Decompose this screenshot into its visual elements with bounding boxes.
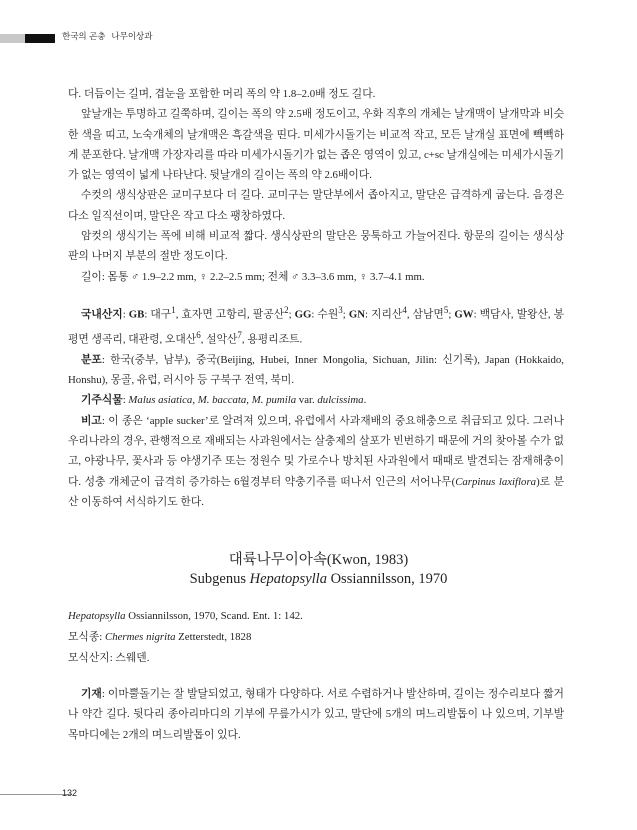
- description-text: : 이마뿔돌기는 잘 발달되었고, 형태가 다양하다. 서로 수렴하거나 발산하며, 길이는 정수리보다 짧거나 약간 길다. 뒷다리 종아리마디의 기부에 무릎가시가 있고, 말단에 5개의 며느리발톱이 나 있으며, 기부발목마디에는 2개의 며느리발톱이 있다.: [68, 688, 564, 741]
- forewing-paragraph: 앞날개는 투명하고 길쭉하며, 길이는 폭의 약 2.5배 정도이고, 우화 직후의 개체는 날개맥이 날개막과 비슷한 색을 띠고, 노숙개체의 날개맥은 흑갈색을 띤다. 미세가시돌기는 비교적 작고, 모든 날개실 표면에 빽빽하게 분포한다. 날개맥 가장자리를 따라 미세가시돌기가 없는 좁은 영역이 있고, c+sc 날개실에는 미세가시돌기가 없는 영역이 넓게 나타난다. 뒷날개의 길이는 폭의 약 2.6배이다.: [68, 108, 564, 182]
- type-species-name: Chermes nigrita: [105, 631, 176, 643]
- remarks-text: )로 분산 이동하여 서식하기도 한다.: [68, 475, 564, 508]
- region-gn-text: : 지리산: [365, 308, 403, 321]
- region-gn: GN: [348, 308, 366, 321]
- header-bar-dark: [25, 34, 55, 43]
- region-gw-text: : 백담사, 발왕산, 봉평면 생곡리, 대관령, 오대산: [68, 308, 565, 346]
- region-gg-text: : 수원: [311, 308, 339, 321]
- region-gw-text: , 용평리조트.: [241, 333, 303, 346]
- distribution-label: 분포: [81, 353, 102, 366]
- specimens-paragraph: 국내산지: GB: 대구$^1$, 효자면 고항리, 팔공산$^2$; GG: 수원$^3$; GN: 지리산$^4$, 삼남면$^5$; GW: 백담사, 발왕산, 봉평면 생곡리, 대관령, 오대산$^6$, 설악산$^7$, 용평리조트.: [68, 304, 565, 346]
- footnote-ref: 7: [237, 329, 242, 340]
- female-genitalia-paragraph: 암컷의 생식기는 폭에 비해 비교적 짧다. 생식상판의 말단은 뭉툭하고 가늘어진다. 항문의 길이는 생식상판의 나머지 부분의 절반 정도이다.: [68, 230, 564, 263]
- distribution-paragraph: [68, 350, 564, 391]
- type-species-line: [68, 627, 564, 648]
- footnote-ref: 2: [284, 304, 289, 315]
- footnote-ref: 1: [171, 304, 176, 315]
- reference-block: [68, 606, 564, 669]
- host-plants-paragraph: [68, 390, 564, 410]
- variety-marker: var.: [296, 394, 318, 407]
- separator: :: [122, 394, 129, 407]
- remarks-label: 비고: [81, 414, 102, 427]
- subgenus-author: Ossiannilsson, 1970: [326, 571, 448, 587]
- host-plant-name: M. baccata: [197, 394, 247, 407]
- region-gb-text: : 대구: [144, 308, 172, 321]
- region-gn-text: , 삼남면: [406, 308, 444, 321]
- distribution-text: : 한국(중부, 남부), 중국(Beijing, Hubei, Inner Mongolia, Sichuan, Jilin: 신기록), Japan (Hokkaido, Honshu), 몽골, 유럽, 러시아 등 구북구 전역, 북미.: [68, 353, 564, 387]
- subgenus-prefix: Subgenus: [189, 571, 250, 587]
- citation-line: [68, 606, 564, 627]
- species-description: [68, 84, 564, 512]
- description-paragraph: [68, 684, 564, 745]
- region-gw: GW: [454, 308, 474, 321]
- remarks-paragraph: [68, 411, 564, 512]
- type-species-author: Zetterstedt, 1828: [175, 631, 252, 643]
- type-species-label: 모식종:: [68, 631, 105, 643]
- running-header: [62, 30, 158, 42]
- separator: ,: [192, 394, 198, 407]
- antenna-paragraph: 다. 더듬이는 길며, 겹눈을 포함한 머리 폭의 약 1.8–2.0배 정도 길다.: [68, 88, 376, 100]
- header-book-title: 한국의 곤충: [62, 31, 106, 41]
- species-name: Carpinus laxiflora: [455, 475, 537, 488]
- length-paragraph: 길이: 몸통 ♂ 1.9–2.2 mm, ♀ 2.2–2.5 mm; 전체 ♂ 3.3–3.6 mm, ♀ 3.7–4.1 mm.: [81, 270, 425, 283]
- subgenus-title-english: [0, 571, 637, 588]
- male-genitalia-paragraph: 수컷의 생식상판은 교미구보다 더 길다. 교미구는 말단부에서 좁아지고, 말단은 급격하게 굽는다. 음경은 다소 일직선이며, 말단은 작고 다소 팽창하였다.: [68, 189, 564, 222]
- region-gw-text: , 설악산: [200, 333, 238, 346]
- separator: .: [363, 394, 367, 407]
- type-locality-line: 모식산지: 스웨덴.: [68, 652, 150, 664]
- host-plant-name: M. pumila: [251, 394, 297, 407]
- subgenus-genus: Hepatopsylla: [249, 571, 327, 587]
- footnote-ref: 5: [443, 304, 449, 315]
- section-gap: [68, 287, 564, 300]
- header-bar-light: [0, 34, 25, 43]
- host-plants-label: 기주식물: [81, 394, 123, 407]
- description-label: 기재: [81, 688, 102, 700]
- separator: ,: [246, 394, 252, 407]
- footnote-ref: 4: [402, 304, 407, 315]
- page-number: 132: [62, 788, 78, 798]
- footnote-ref: 6: [196, 329, 201, 340]
- subgenus-title-korean: 대륙나무이아속(Kwon, 1983): [228, 552, 409, 568]
- subgenus-description: [68, 684, 564, 745]
- host-plant-name: Malus asiatica: [128, 394, 193, 407]
- citation-text: Ossiannilsson, 1970, Scand. Ent. 1: 142.: [125, 610, 303, 622]
- specimens-label: 국내산지: [81, 308, 123, 321]
- region-gg: GG: [294, 308, 312, 321]
- footnote-ref: 3: [338, 304, 343, 315]
- header-chapter-title: 나무이상과: [111, 31, 153, 41]
- region-gb-text: , 효자면 고항리, 팔공산: [175, 308, 285, 321]
- remarks-text: : 이 종은 ‘apple sucker’로 알려져 있으며, 유럽에서 사과재배의 중요해충으로 취급되고 있다. 그러나 우리나라의 경우, 관행적으로 재배되는 사과원에서는 살충제의 살포가 빈번하기 때문에 거의 찾아볼 수가 없고, 야광나무, 꽃사과 등 야생기주 또는 정원수 및 가로수나 방치된 사과원에서 때때로 발견되는 잠재해충이다. 성충 개체군이 급격히 증가하는 6월경부터 약충기주를 떠나서 인근의 서어나무(: [68, 414, 564, 488]
- genus-name: Hepatopsylla: [68, 610, 126, 622]
- host-plant-name: dulcissima: [317, 394, 364, 407]
- region-gb: GB: [128, 308, 145, 321]
